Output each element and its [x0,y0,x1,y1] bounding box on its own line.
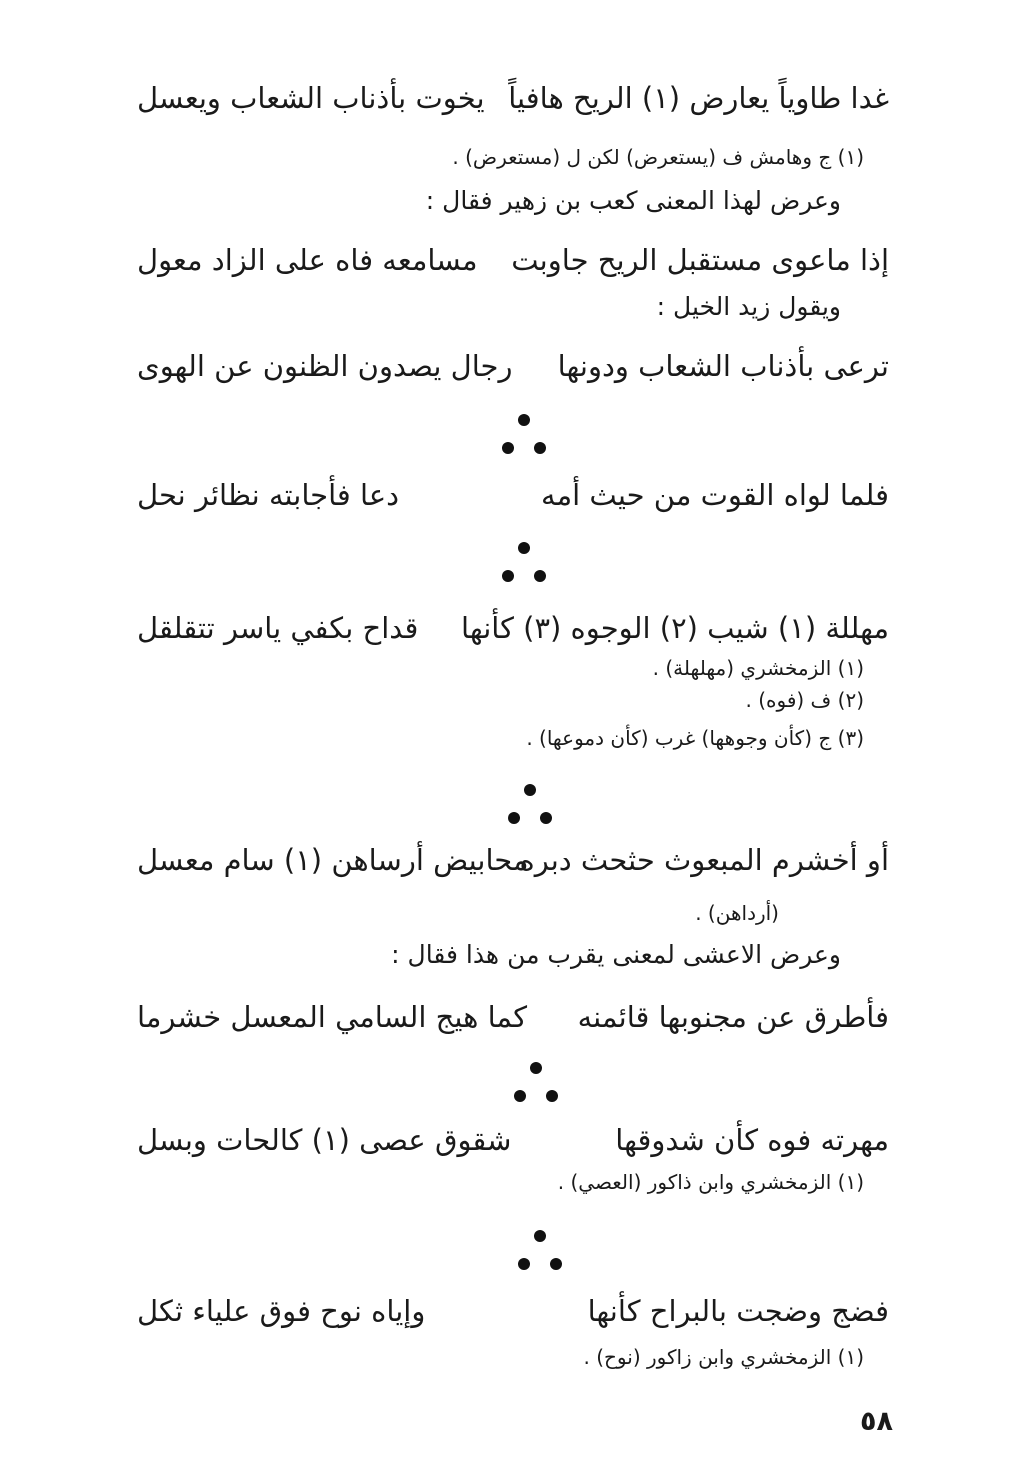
verse-first-hemistich: مهرته فوه كأن شدوقها [615,1123,889,1157]
verse-first-hemistich: مهللة (١) شيب (٢) الوجوه (٣) كأنها [460,611,889,645]
footnote: (٣) ج (كأن وجوهها) غرب (كأن دموعها) . [526,726,864,750]
three-dots-separator-icon [502,414,546,460]
verse-first-hemistich: فضج وضجت بالبراح كأنها [587,1294,889,1328]
footnote: (١) الزمخشري (مهلهلة) . [652,656,864,680]
prose-line: ويقول زيد الخيل : [656,292,841,321]
verse-second-hemistich: شقوق عصى (١) كالحات وبسل [137,1123,512,1157]
verse-second-hemistich: محابيض أرساهن (١) سام معسل [137,843,529,877]
verse-second-hemistich: يخوت بأذناب الشعاب ويعسل [137,81,485,115]
footnote: (١) الزمخشري وابن ذاكور (العصي) . [557,1170,864,1194]
verse-second-hemistich: رجال يصدون الظنون عن الهوى [137,349,513,383]
page-number: ٥٨ [860,1406,893,1437]
verse-second-hemistich: قداح بكفي ياسر تتقلقل [137,611,419,645]
verse-first-hemistich: أو أخشرم المبعوث حثحث دبره [519,843,889,877]
verse-second-hemistich: وإياه نوح فوق علياء ثكل [137,1294,426,1328]
verse-first-hemistich: غدا طاوياً يعارض (١) الريح هافياً [508,81,889,115]
three-dots-separator-icon [514,1062,558,1108]
verse-first-hemistich: إذا ماعوى مستقبل الريح جاوبت [511,243,889,277]
footnote: (١) ج وهامش ف (يستعرض) لكن ل (مستعرض) . [452,145,864,169]
three-dots-separator-icon [502,542,546,588]
verse-second-hemistich: كما هيج السامي المعسل خشرما [137,1000,527,1034]
verse-second-hemistich: مسامعه فاه على الزاد معول [137,243,478,277]
prose-line: وعرض لهذا المعنى كعب بن زهير فقال : [425,186,841,215]
verse-first-hemistich: فلما لواه القوت من حيث أمه [541,478,889,512]
prose-line: وعرض الاعشى لمعنى يقرب من هذا فقال : [391,940,841,969]
verse-first-hemistich: فأطرق عن مجنوبها قائمنه [577,1000,889,1034]
verse-second-hemistich: دعا فأجابته نظائر نحل [137,478,400,512]
three-dots-separator-icon [518,1230,562,1276]
footnote: (٢) ف (فوه) . [745,688,864,712]
three-dots-separator-icon [508,784,552,830]
footnote: (أرداهن) . [695,901,779,925]
verse-first-hemistich: ترعى بأذناب الشعاب ودونها [557,349,889,383]
footnote: (١) الزمخشري وابن زاكور (نوح) . [583,1345,864,1369]
